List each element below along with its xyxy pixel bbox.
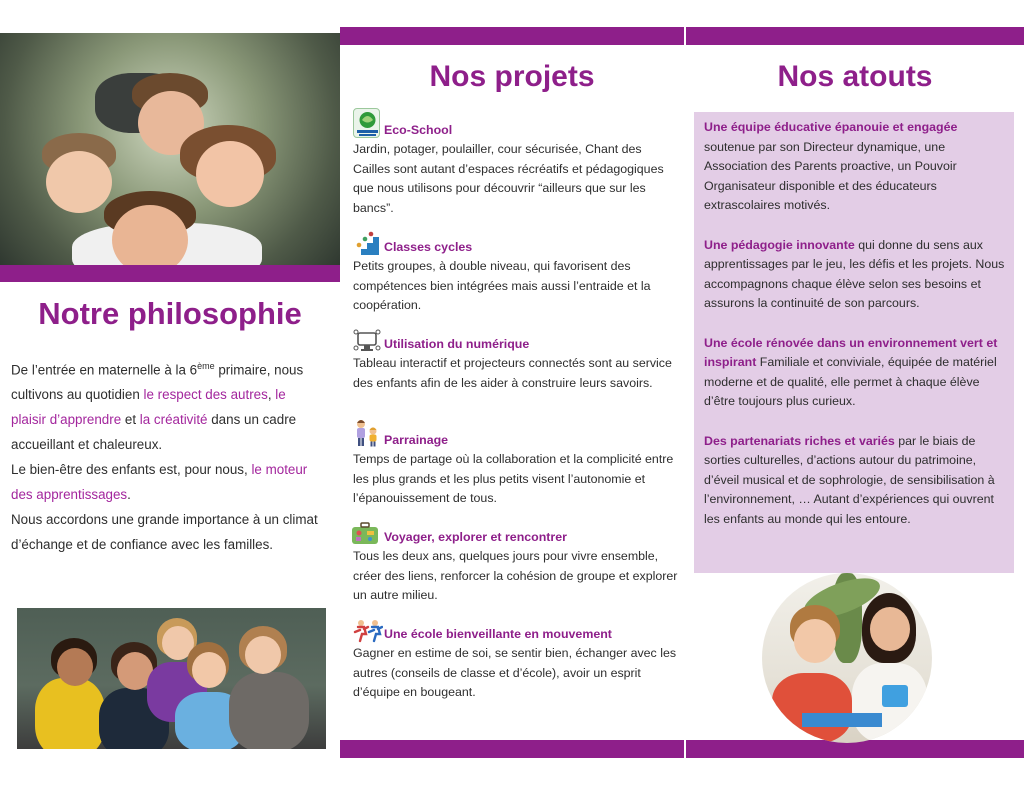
highlight-motor: le moteur des apprentissages: [11, 462, 308, 503]
highlight-creativity: la créativité: [139, 412, 208, 428]
project-classes-cycles: Classes cycles Petits groupes, à double niveau, qui favorisent des compétences bien intégrées mais aussi l’entraide et la coopération.: [353, 237, 678, 316]
project-parrainage: Parrainage Temps de partage où la collaboration et la complicité entre les plus grands et les plus petits visent l’autonomie et l’épanouissement de tous.: [353, 430, 678, 509]
left-photo-bar: [0, 265, 340, 282]
highlight-respect: le respect des autres: [143, 387, 268, 403]
top-bar-right: [686, 27, 1024, 45]
project-voyager: Voyager, explorer et rencontrer Tous les deux ans, quelques jours pour vivre ensemble, créer des liens, renforcer la cohésion de groupe et explorer un autre milieu.: [353, 527, 678, 606]
atouts-list: [704, 118, 1006, 549]
philosophy-title: Notre philosophie: [38, 296, 302, 331]
stairs-icon: [353, 231, 381, 257]
philosophy-text: De l’entrée en maternelle à la 6ème primaire, nous cultivons au quotidien le respect des autres, le plaisir d’apprendre et la créativité dans un cadre accueillant et chaleureux. Le bien-être des enfants est, pour nous, le moteur des apprentissages. Nous accordons une grande importance à un climat d’échange et de confiance avec les familles.: [11, 361, 318, 553]
project-mouvement: Une école bienveillante en mouvement Gagner en estime de soi, se sentir bien, échanger avec les autres (conseils de classe et d’école), avoir un esprit d’équipe en bougeant.: [353, 624, 678, 703]
project-eco-school: Eco-School Jardin, potager, poulailler, cour sécurisée, Chant des Cailles sont autant d’espaces récréatifs et pédagogiques que nous utilisons pour découvrir “ailleurs que sur les bancs”.: [353, 120, 678, 218]
atout-pedagogie: Une pédagogie innovante qui donne du sens aux apprentissages par le jeu, les défis et les projets. Nous accompagnons chaque élève selon ses besoins et assurons la continuité de son parcours.: [704, 237, 1005, 311]
children-icon: [353, 418, 381, 448]
atouts-title: Nos atouts: [777, 60, 933, 93]
two-children-photo: [762, 573, 932, 743]
atout-equipe: Une équipe éducative épanouie et engagée soutenue par son Directeur dynamique, une Association des Parents proactive, un Pouvoir Organisateur disponible et des éducateurs extrascolaires motivés.: [704, 120, 958, 213]
project-numerique: Utilisation du numérique Tableau interactif et projecteurs connectés sont au service des enfants afin de les aider à construire leurs savoirs.: [353, 334, 678, 393]
bottom-bar-right: [686, 740, 1024, 758]
bottom-bar-middle: [340, 740, 684, 758]
highlight-pleasure: le plaisir d’apprendre: [11, 387, 286, 428]
atout-ecole: Une école rénovée dans un environnement vert et inspirant Familiale et conviviale, équipée de matériel moderne et de qualité, elle permet à chaque élève d’être toujours plus curieux.: [704, 335, 998, 409]
top-bar-middle: [340, 27, 684, 45]
atout-partenariats: Des partenariats riches et variés par le biais de sorties culturelles, d’actions autour du patrimoine, d’éveil musical et de sophrologie, de sensibilisation à l’environnement, … Autant d’expériences qui ouvrent les enfants au monde qui les entoure.: [704, 433, 995, 526]
students-group-photo: [17, 608, 326, 749]
projects-title: Nos projets: [429, 60, 595, 93]
running-kids-icon: [353, 618, 381, 644]
eco-school-logo-icon: [353, 108, 380, 138]
suitcase-icon: [350, 521, 378, 547]
children-circle-photo: [0, 33, 340, 265]
computer-icon: [353, 328, 381, 354]
